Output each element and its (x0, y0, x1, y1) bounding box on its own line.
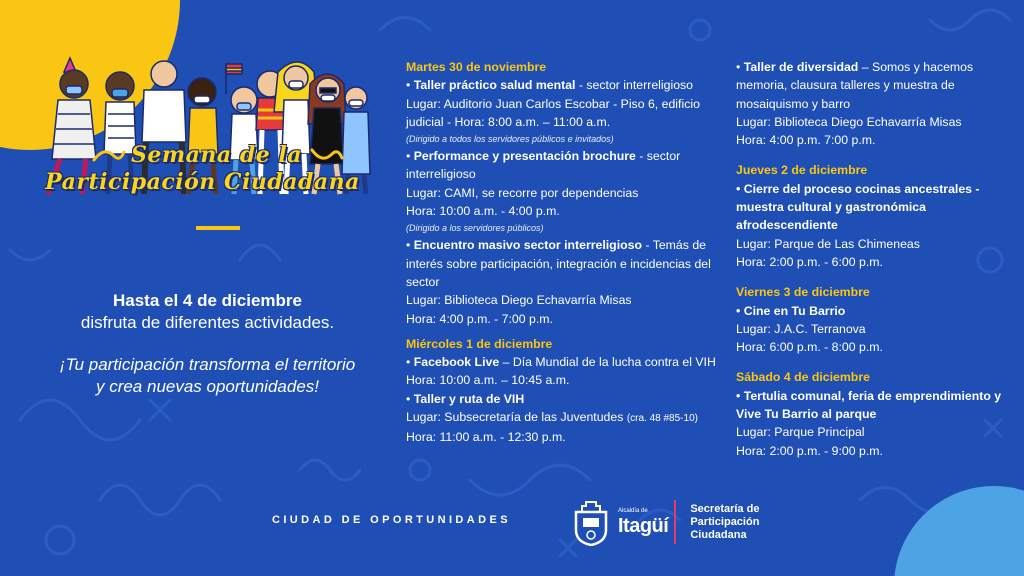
event-desc: - sector interreligioso (406, 149, 681, 182)
event-time: Hora: 10:00 a.m. – 10:45 a.m. (406, 373, 570, 388)
event-title: Taller práctico salud mental (413, 78, 576, 93)
secretaria-line-3: Ciudadana (690, 528, 747, 541)
event-note: (Dirigido a los servidores públicos) (406, 223, 544, 234)
event-desc: - sector interreligioso (575, 78, 694, 93)
event-desc: – Somos y hacemos memoria, clausura talleres y muestra de mosaiquismo y barro (736, 60, 974, 111)
secretaria-line-1: Secretaría de (690, 502, 760, 515)
event-title: Encuentro masivo sector interreligioso (413, 238, 642, 253)
event-time: Hora: 2:00 p.m. - 9:00 p.m. (736, 443, 883, 458)
event-item (406, 147, 724, 184)
city-tagline: CIUDAD DE OPORTUNIDADES (272, 514, 511, 526)
schedule-column-2 (736, 58, 1011, 460)
secretaria-line-2: Participación (690, 515, 760, 528)
city-crest-icon (572, 498, 610, 546)
day-heading: Sábado 4 de diciembre (736, 370, 870, 385)
slogan-line-1: ¡Tu participación transforma el territorio (59, 355, 356, 374)
event-desc: - Temás de interés sobre participación, integración e incidencias del sector (406, 238, 711, 289)
day-heading: Jueves 2 de diciembre (736, 163, 868, 178)
bullet: • (406, 355, 414, 370)
event-time: Hora: 10:00 a.m. - 4:00 p.m. (406, 204, 560, 219)
event-note: (Dirigido a todos los servidores públicos e invitados) (406, 134, 614, 145)
event-item (406, 236, 724, 291)
event-item (406, 390, 724, 408)
bullet: • (406, 149, 414, 164)
event-title: Taller de diversidad (743, 60, 859, 74)
activities-text: disfruta de diferentes actividades. (80, 313, 335, 332)
swirl-decoration-icon (92, 144, 126, 166)
event-place: Lugar: Biblioteca Diego Echavarría Misas (406, 293, 632, 308)
event-time: Hora: 11:00 a.m. - 12:30 p.m. (406, 430, 566, 445)
event-place: Lugar: Auditorio Juan Carlos Escobar - Piso 6, edificio judicial - Hora: 8:00 a.m. – 11:00 a.m. (406, 96, 700, 129)
event-place (406, 408, 724, 428)
event-title: • Cierre del proceso cocinas ancestrales - muestra cultural y gastronómica afrodescendiente (736, 181, 980, 233)
event-time: Hora: 2:00 p.m. - 6:00 p.m. (736, 254, 883, 269)
bullet: • (736, 60, 744, 74)
schedule-column-1 (406, 58, 724, 447)
event-title: • Cine en Tu Barrio (736, 303, 846, 318)
event-time: Hora: 4:00 p.m. 7:00 p.m. (736, 133, 876, 148)
event-title: • Tertulia comunal, feria de emprendimiento y Vive Tu Barrio al parque (736, 388, 1002, 422)
event-title: Taller y ruta de VIH (413, 391, 525, 406)
slogan (20, 354, 395, 398)
bullet: • (406, 78, 414, 93)
event-desc: – Día Mundial de la lucha contra el VIH (499, 355, 716, 370)
day-heading: Viernes 3 de diciembre (736, 285, 870, 300)
event-place: Lugar: CAMI, se recorre por dependencias (406, 185, 639, 200)
alcaldia-label: Alcaldía de (618, 508, 648, 514)
itagui-logo (572, 497, 759, 547)
event-address: (cra. 48 #85-10) (626, 413, 698, 425)
divider-bar (196, 226, 240, 230)
event-item (406, 76, 724, 94)
event-item (736, 58, 1011, 113)
slogan-line-2: y crea nuevas oportunidades! (95, 377, 320, 396)
day-heading: Miércoles 1 de diciembre (406, 336, 553, 351)
event-place: Lugar: Parque Principal (736, 425, 865, 440)
day-heading: Martes 30 de noviembre (406, 60, 547, 74)
logo-divider (674, 500, 676, 544)
logo-text (618, 507, 668, 537)
title-line-1: Semana de la (131, 142, 302, 168)
event-time: Hora: 6:00 p.m. - 8:00 p.m. (736, 340, 883, 355)
bullet: • (406, 391, 414, 406)
event-title (30, 142, 375, 212)
event-place: Lugar: Parque de Las Chimeneas (736, 236, 920, 251)
event-place-text: Lugar: Subsecretaría de las Juventudes (406, 410, 627, 425)
event-time: Hora: 4:00 p.m. - 7:00 p.m. (406, 311, 553, 326)
event-place: Lugar: J.A.C. Terranova (736, 321, 866, 336)
title-line-2: Participación Ciudadana (45, 169, 360, 195)
event-item (406, 353, 724, 371)
event-title: Performance y presentación brochure (413, 149, 636, 164)
secretaria-text (690, 503, 759, 542)
deadline-text: Hasta el 4 de diciembre (113, 291, 302, 310)
event-title: Facebook Live (413, 355, 500, 370)
bullet: • (406, 238, 414, 253)
intro-text (20, 290, 395, 398)
swirl-decoration-icon (310, 144, 344, 166)
city-name: Itagüí (618, 515, 669, 537)
event-place: Lugar: Biblioteca Diego Echavarría Misas (736, 114, 962, 129)
